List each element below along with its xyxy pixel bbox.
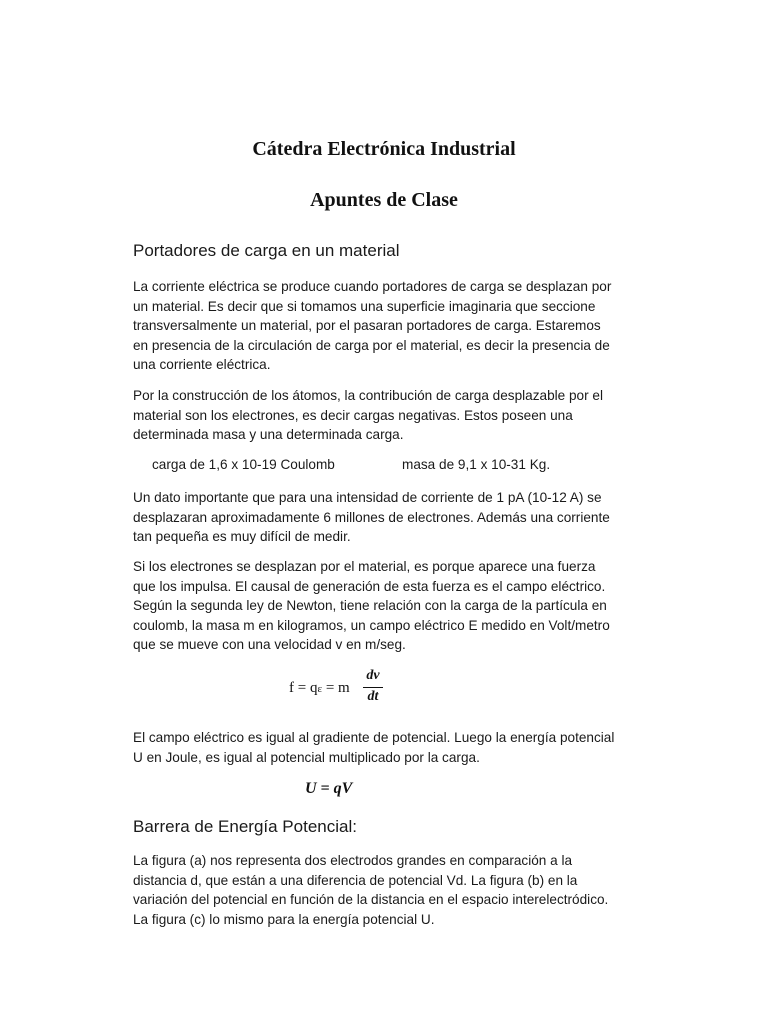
paragraph-line: Por la construcción de los átomos, la contribución de carga desplazable por el	[133, 388, 604, 403]
paragraph-line: desplazaran aproximadamente 6 millones de electrones. Además una corriente	[133, 509, 610, 525]
paragraph-line: transversalmente un material, por el pasaran portadores de carga. Estaremos	[133, 318, 601, 334]
paragraph-line: una corriente eléctrica.	[133, 357, 271, 373]
derivative-fraction	[363, 668, 383, 705]
paragraph-dato	[133, 488, 643, 547]
paragraph-line: un material. Es decir que si tomamos una superficie imaginaria que seccione	[133, 298, 596, 314]
paragraph-atomos	[133, 386, 643, 445]
section-heading-barrera: Barrera de Energía Potencial:	[133, 817, 357, 836]
paragraph-line: La figura (c) lo mismo para la energía potencial U.	[133, 911, 435, 927]
equation-lhs: f = qε = m	[289, 680, 350, 696]
paragraph-line: U en Joule, es igual al potencial multiplicado por la carga.	[133, 749, 480, 765]
paragraph-line: determinada masa y una determinada carga.	[133, 427, 404, 443]
paragraph-line: que los impulsa. El causal de generación de esta fuerza es el campo eléctrico.	[133, 578, 606, 594]
fraction-bar	[363, 687, 383, 688]
field-symbol: ε	[317, 683, 323, 695]
fraction-numerator: dv	[366, 668, 380, 683]
paragraph-line: Un dato importante que para una intensidad de corriente de 1 pA (10-12 A) se	[133, 490, 602, 505]
paragraph-line: El campo eléctrico es igual al gradiente de potencial. Luego la energía potencial	[133, 730, 615, 745]
electron-mass: masa de 9,1 x 10-31 Kg.	[402, 457, 551, 472]
paragraph-line: distancia d, que están a una diferencia de potencial Vd. La figura (b) en la	[133, 872, 578, 888]
document-subtitle: Apuntes de Clase	[310, 189, 458, 211]
paragraph-line: material son los electrones, es decir cargas negativas. Estos poseen una	[133, 407, 573, 423]
newton-force-equation	[289, 668, 399, 712]
paragraph-line: variación del potencial en función de la distancia en el espacio interelectródico.	[133, 892, 609, 908]
paragraph-line: que se mueve con una velocidad v en m/seg.	[133, 637, 406, 653]
paragraph-corriente	[133, 277, 643, 375]
paragraph-line: Según la segunda ley de Newton, tiene relación con la carga de la partícula en	[133, 598, 607, 614]
fraction-denominator: dt	[367, 689, 379, 704]
paragraph-line: tan pequeña es muy difícil de medir.	[133, 529, 351, 545]
paragraph-line: en presencia de la circulación de carga por el material, es decir la presencia de	[133, 337, 610, 353]
section-heading-portadores: Portadores de carga en un material	[133, 241, 400, 260]
paragraph-figuras	[133, 851, 643, 929]
paragraph-line: Si los electrones se desplazan por el material, es porque aparece una fuerza	[133, 559, 596, 574]
document-title: Cátedra Electrónica Industrial	[252, 138, 516, 160]
paragraph-fuerza	[133, 557, 643, 655]
paragraph-campo	[133, 728, 643, 767]
electron-charge: carga de 1,6 x 10-19 Coulomb	[152, 457, 335, 472]
paragraph-line: La corriente eléctrica se produce cuando portadores de carga se desplazan por	[133, 279, 612, 294]
potential-energy-equation: U = qV	[305, 780, 353, 797]
paragraph-line: La figura (a) nos representa dos electrodos grandes en comparación a la	[133, 853, 573, 868]
paragraph-line: coulomb, la masa m en kilogramos, un campo eléctrico E medido en Volt/metro	[133, 617, 610, 633]
